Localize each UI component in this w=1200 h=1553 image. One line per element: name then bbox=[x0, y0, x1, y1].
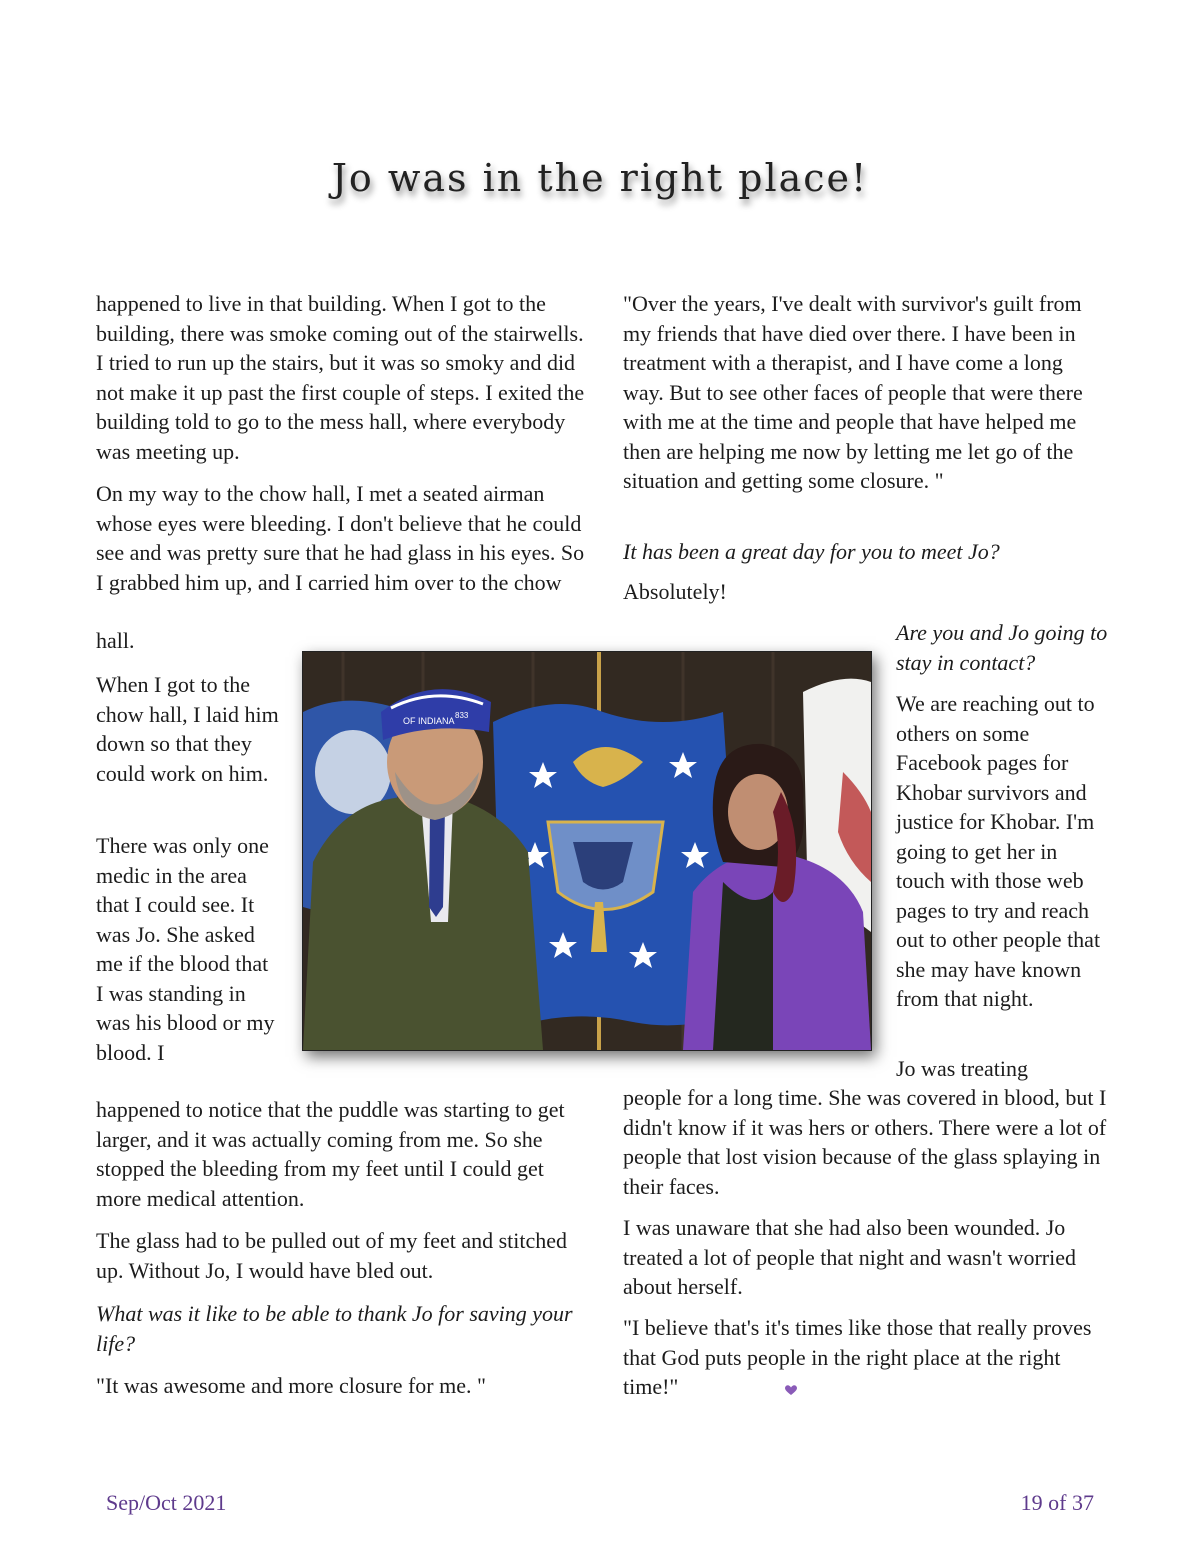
left-paragraph-5: The glass had to be pulled out of my feet and stitched up. Without Jo, I would have bled out. bbox=[96, 1228, 568, 1283]
page-title: Jo was in the right place! bbox=[331, 156, 869, 200]
interview-answer-3: We are reaching out to others on some Facebook pages for Khobar survivors and justice for Khobar. I'm going to get her in touch with those web pages to try and reach out to other people that she may have known from that night. bbox=[896, 691, 1101, 1011]
interview-answer-1: "It was awesome and more closure for me. " bbox=[96, 1373, 486, 1398]
left-paragraph-4: There was only one medic in the area that I could see. It was Jo. She asked me if the blood that I was standing in was his blood or my blood. I bbox=[96, 833, 275, 1065]
cap-number: 833 bbox=[455, 711, 469, 720]
left-paragraph-2: On my way to the chow hall, I met a seated airman whose eyes were bleeding. I don't believe that he could see and was pretty sure that he had glass in his eyes. So I grabbed him up, and I carried him over to the chow bbox=[96, 481, 585, 595]
right-paragraph-jo-start: Jo was treating bbox=[896, 1056, 1028, 1081]
interview-question-2: It has been a great day for you to meet Jo? bbox=[623, 539, 1000, 564]
right-paragraph-unaware: I was unaware that she had also been wounded. Jo treated a lot of people that night and wasn't worried about herself. bbox=[623, 1215, 1076, 1299]
interview-question-3: Are you and Jo going to stay in contact? bbox=[896, 620, 1108, 675]
cap-text: OF INDIANA bbox=[403, 716, 455, 726]
footer-page-number: 19 of 37 bbox=[1020, 1490, 1094, 1515]
interview-question-1: What was it like to be able to thank Jo for saving your life? bbox=[96, 1301, 573, 1356]
closing-quote: "I believe that's it's times like those that really proves that God puts people in the right place at the right time!" bbox=[623, 1315, 1092, 1399]
left-paragraph-3: When I got to the chow hall, I laid him down so that they could work on him. bbox=[96, 672, 279, 786]
right-paragraph-jo-continued: people for a long time. She was covered in blood, but I didn't know if it was hers or others. There were a lot of people that lost vision because of the glass splaying in their faces. bbox=[623, 1085, 1107, 1199]
footer-issue-date: Sep/Oct 2021 bbox=[106, 1490, 227, 1515]
interview-answer-2: Absolutely! bbox=[623, 579, 727, 604]
right-paragraph-1: "Over the years, I've dealt with survivor's guilt from my friends that have died over there. I have been in treatment with a therapist, and I have come a long way. But to see other faces of people that were there with me at the time and people that have helped me then are helping me now by letting me let go of the situation and getting some closure. " bbox=[623, 291, 1083, 493]
photo-veteran-and-medic bbox=[302, 651, 872, 1051]
left-paragraph-1: happened to live in that building. When I got to the building, there was smoke coming out of the stairwells. I tried to run up the stairs, but it was so smoky and did not make it up past the first couple of steps. I exited the building told to go to the mess hall, where everybody was meeting up. bbox=[96, 291, 585, 464]
left-paragraph-4-continued: happened to notice that the puddle was starting to get larger, and it was actually coming from me. So she stopped the bleeding from my feet until I could get more medical attention. bbox=[96, 1097, 565, 1211]
photo-illustration bbox=[303, 652, 871, 1050]
end-mark-heart-icon bbox=[784, 1382, 798, 1396]
left-paragraph-2-end: hall. bbox=[96, 628, 135, 653]
